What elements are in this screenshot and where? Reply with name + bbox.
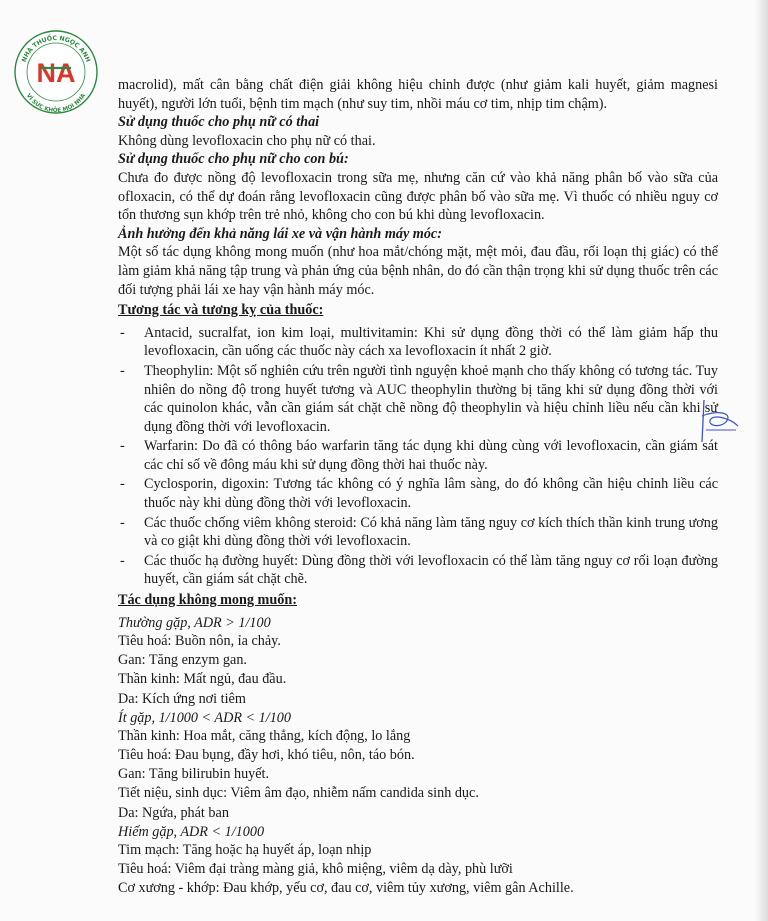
list-item: Da: Kích ứng nơi tiêm	[118, 690, 246, 707]
interactions-list	[118, 324, 718, 589]
intro-paragraph: macrolid), mất cân bằng chất điện giải không hiệu chỉnh được (như giảm kali huyết, giảm magnesi huyết), người lớn tuổi, bệnh tim mạch (như suy tim, nhồi máu cơ tim, nhịp tim chậm).	[118, 77, 718, 112]
svg-text:NA: NA	[36, 58, 76, 88]
adverse-effects-heading: Tác dụng không mong muốn:	[118, 592, 297, 609]
list-item: Thần kinh: Mất ngủ, đau đầu.	[118, 671, 287, 688]
breastfeeding-heading: Sử dụng thuốc cho phụ nữ cho con bú:	[118, 151, 349, 168]
breastfeeding-text: Chưa đo được nồng độ levofloxacin trong sữa mẹ, nhưng căn cứ vào khả năng phân bố vào sữa của ofloxacin, có thể dự đoán rằng levofloxacin cũng được phân bố vào sữa mẹ. Vì thuốc có nhiều nguy cơ tổn thương sụn khớp trên trẻ nhỏ, không cho con bú khi dùng levofloxacin.	[118, 169, 718, 224]
list-item: - Warfarin: Do đã có thông báo warfarin tăng tác dụng khi dùng cùng với levofloxacin, cần giám sát các chỉ số về đông máu khi sử dụng đồng thời hai thuốc này.	[118, 437, 718, 474]
list-item: - Cyclosporin, digoxin: Tương tác không có ý nghĩa lâm sàng, do đó không cần hiệu chỉnh liều các thuốc này khi dùng đồng thời với levofloxacin.	[118, 475, 718, 512]
frequency-label-common: Thường gặp, ADR > 1/100	[118, 614, 271, 631]
handwritten-signature	[696, 396, 742, 446]
list-item: - Các thuốc chống viêm không steroid: Có khả năng làm tăng nguy cơ kích thích thần kinh trung ương và co giật khi dùng đồng thời với levofloxacin.	[118, 514, 718, 551]
frequency-label-rare: Hiếm gặp, ADR < 1/1000	[118, 823, 265, 840]
list-item: Tim mạch: Tăng hoặc hạ huyết áp, loạn nhịp	[118, 842, 372, 859]
driving-heading: Ảnh hưởng đến khả năng lái xe và vận hành máy móc:	[118, 225, 442, 242]
svg-text:VÌ SỨC KHỎE MỌI NHÀ: VÌ SỨC KHỎE MỌI NHÀ	[24, 92, 88, 115]
page-edge-shadow	[754, 0, 768, 921]
list-item: Da: Ngứa, phát ban	[118, 804, 229, 821]
svg-text:NHÀ THUỐC NGỌC ANH: NHÀ THUỐC NGỌC ANH	[20, 34, 92, 64]
leaflet-text	[118, 76, 718, 899]
pregnancy-text: Không dùng levofloxacin cho phụ nữ có thai.	[118, 132, 376, 149]
list-item: - Các thuốc hạ đường huyết: Dùng đồng thời với levofloxacin có thể làm tăng nguy cơ rối loạn đường huyết, cần giám sát chặt chẽ.	[118, 552, 718, 589]
list-item: - Antacid, sucralfat, ion kim loại, multivitamin: Khi sử dụng đồng thời có thể làm giảm hấp thu levofloxacin, cần uống các thuốc này cách xa levofloxacin ít nhất 2 giờ.	[118, 324, 718, 361]
pharmacy-logo	[12, 28, 100, 116]
list-item: Thần kinh: Hoa mắt, căng thẳng, kích động, lo lắng	[118, 728, 411, 745]
list-item: Cơ xương - khớp: Đau khớp, yếu cơ, đau cơ, viêm tủy xương, viêm gân Achille.	[118, 880, 574, 897]
list-item: Tiêu hoá: Viêm đại tràng màng giả, khô miệng, viêm dạ dày, phù lưỡi	[118, 861, 513, 878]
interactions-heading: Tương tác và tương kỵ của thuốc:	[118, 302, 324, 319]
list-item: - Theophylin: Một số nghiên cứu trên người tình nguyện khoẻ mạnh cho thấy không có tương tác. Tuy nhiên do nồng độ trong huyết tương và AUC theophylin thường bị tăng khi sử dụng đồng thời với các quinolon khác, vẫn cần giám sát chặt chẽ nồng độ theophylin và hiệu chỉnh liều nếu cần khi sử dụng đồng thời với levofloxacin.	[118, 362, 718, 436]
list-item: Tiêu hoá: Buồn nôn, ỉa chảy.	[118, 633, 281, 650]
driving-text: Một số tác dụng không mong muốn (như hoa mắt/chóng mặt, mệt mỏi, đau đầu, rối loạn thị giác) có thể làm giảm khả năng tập trung và phản ứng của bệnh nhân, do đó cần thận trọng khi sử dụng thuốc trên các đối tượng phải lái xe hay vận hành máy móc.	[118, 244, 718, 298]
list-item: Gan: Tăng bilirubin huyết.	[118, 766, 270, 783]
list-item: Tiết niệu, sinh dục: Viêm âm đạo, nhiễm nấm candida sinh dục.	[118, 785, 479, 802]
pregnancy-heading: Sử dụng thuốc cho phụ nữ có thai	[118, 114, 320, 131]
frequency-label-uncommon: Ít gặp, 1/1000 < ADR < 1/100	[118, 709, 291, 726]
list-item: Gan: Tăng enzym gan.	[118, 652, 247, 669]
list-item: Tiêu hoá: Đau bụng, đầy hơi, khó tiêu, nôn, táo bón.	[118, 747, 415, 764]
